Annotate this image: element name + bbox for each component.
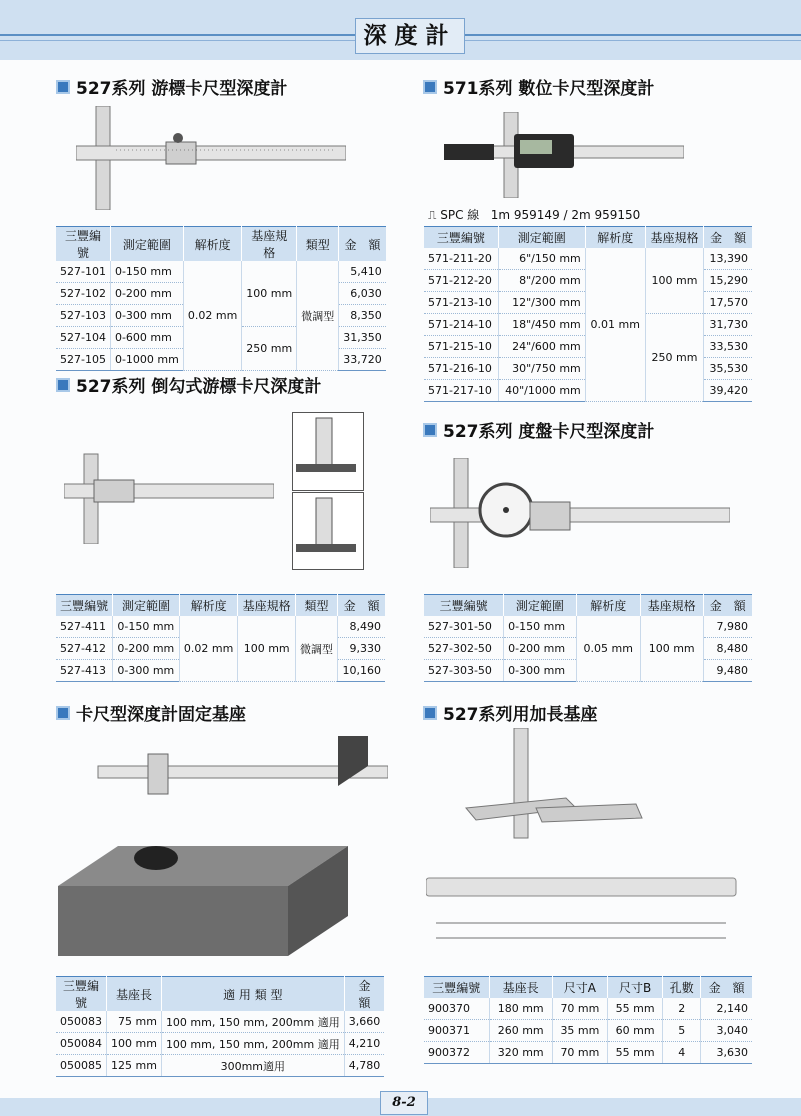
cell-price: 15,290 — [704, 270, 752, 292]
cell-price: 3,660 — [344, 1011, 384, 1033]
cell-applicable: 100 mm, 150 mm, 200mm 適用 — [161, 1011, 344, 1033]
cell-code: 571-214-10 — [424, 314, 498, 336]
cell-code: 527-302-50 — [424, 638, 504, 660]
cell-price: 35,530 — [704, 358, 752, 380]
cell-code: 050085 — [56, 1055, 107, 1077]
cell-resolution: 0.05 mm — [576, 616, 640, 682]
section-title-text: 527系列用加長基座 — [443, 705, 598, 725]
col-header: 測定範圍 — [110, 227, 183, 262]
spc-label: SPC 線 — [440, 208, 480, 222]
col-header: 金 額 — [704, 227, 752, 249]
cell-code: 527-104 — [56, 327, 110, 349]
cell-holes: 4 — [663, 1042, 701, 1064]
table-row — [56, 1033, 384, 1055]
cell-code: 527-301-50 — [424, 616, 504, 638]
col-header: 金 額 — [344, 977, 384, 1012]
table-527-vernier — [56, 226, 386, 371]
col-header: 金 額 — [339, 227, 386, 262]
cell-applicable: 100 mm, 150 mm, 200mm 適用 — [161, 1033, 344, 1055]
section-title-571-digital — [423, 74, 654, 99]
cell-price: 9,480 — [703, 660, 752, 682]
section-title-text: 527系列 倒勾式游標卡尺深度計 — [76, 377, 322, 397]
cell-range: 8"/200 mm — [498, 270, 585, 292]
col-header: 三豐編號 — [424, 977, 489, 999]
cell-code: 571-216-10 — [424, 358, 498, 380]
cell-price: 17,570 — [704, 292, 752, 314]
table-fixed-base — [56, 976, 384, 1077]
section-title-extension-base — [423, 700, 598, 725]
col-header: 類型 — [297, 227, 339, 262]
cell-price: 13,390 — [704, 248, 752, 270]
table-row — [56, 1011, 384, 1033]
spc-codes: 1m 959149 / 2m 959150 — [490, 208, 641, 222]
cell-price: 6,030 — [339, 283, 386, 305]
table-row — [424, 1042, 752, 1064]
cell-price: 2,140 — [701, 998, 752, 1020]
cell-range: 0-200 mm — [113, 638, 179, 660]
cell-dim-b: 55 mm — [608, 1042, 663, 1064]
table-row — [424, 248, 752, 270]
cell-applicable: 300mm適用 — [161, 1055, 344, 1077]
cell-code: 527-103 — [56, 305, 110, 327]
col-header: 三豐編號 — [424, 595, 504, 617]
cell-type: 微調型 — [295, 616, 337, 682]
table-571-digital — [424, 226, 752, 402]
col-header: 測定範圍 — [498, 227, 585, 249]
cell-range: 0-150 mm — [110, 261, 183, 283]
table-row — [424, 998, 752, 1020]
cell-length: 100 mm — [107, 1033, 162, 1055]
section-title-text: 571系列 數位卡尺型深度計 — [443, 79, 655, 99]
bullet-square-icon — [423, 706, 437, 720]
cell-resolution: 0.02 mm — [183, 261, 241, 371]
col-header: 適 用 類 型 — [161, 977, 344, 1012]
cell-code: 900370 — [424, 998, 489, 1020]
cell-price: 7,980 — [703, 616, 752, 638]
cell-code: 527-101 — [56, 261, 110, 283]
cell-price: 5,410 — [339, 261, 386, 283]
col-header: 孔數 — [663, 977, 701, 999]
cell-price: 31,350 — [339, 327, 386, 349]
digital-depth-gauge-image — [444, 112, 684, 198]
cell-range: 0-150 mm — [504, 616, 576, 638]
col-header: 基座長 — [489, 977, 552, 999]
cell-code: 571-213-10 — [424, 292, 498, 314]
cell-price: 33,530 — [704, 336, 752, 358]
section-title-527-vernier — [56, 74, 287, 99]
bullet-square-icon — [423, 80, 437, 94]
cell-range: 0-200 mm — [504, 638, 576, 660]
cell-code: 900371 — [424, 1020, 489, 1042]
cell-resolution: 0.01 mm — [585, 248, 645, 402]
cell-resolution: 0.02 mm — [179, 616, 238, 682]
page-number: 8-2 — [380, 1091, 428, 1115]
cell-length: 180 mm — [489, 998, 552, 1020]
cell-holes: 2 — [663, 998, 701, 1020]
cell-holes: 5 — [663, 1020, 701, 1042]
col-header: 解析度 — [183, 227, 241, 262]
cell-range: 0-300 mm — [110, 305, 183, 327]
cell-range: 0-300 mm — [504, 660, 576, 682]
col-header: 基座規格 — [640, 595, 703, 617]
col-header: 三豐編號 — [56, 977, 107, 1012]
page-title: 深度計 — [355, 18, 465, 54]
cell-price: 10,160 — [338, 660, 385, 682]
cell-code: 571-211-20 — [424, 248, 498, 270]
cell-length: 260 mm — [489, 1020, 552, 1042]
table-row — [56, 1055, 384, 1077]
cell-base: 100 mm — [242, 261, 297, 327]
col-header: 基座規格 — [645, 227, 704, 249]
cell-range: 0-1000 mm — [110, 349, 183, 371]
cell-length: 125 mm — [107, 1055, 162, 1077]
cell-base: 250 mm — [645, 314, 704, 402]
cell-code: 527-303-50 — [424, 660, 504, 682]
vernier-depth-gauge-image — [76, 106, 346, 210]
hook-depth-gauge-image — [64, 444, 274, 544]
col-header: 基座規格 — [242, 227, 297, 262]
col-header: 三豐編號 — [424, 227, 498, 249]
spc-cable-note — [428, 206, 640, 223]
section-title-fixed-base — [56, 700, 246, 725]
cell-range: 30"/750 mm — [498, 358, 585, 380]
cell-range: 40"/1000 mm — [498, 380, 585, 402]
col-header: 金 額 — [703, 595, 752, 617]
cell-code: 527-413 — [56, 660, 113, 682]
dial-depth-gauge-image — [430, 458, 730, 568]
cell-price: 39,420 — [704, 380, 752, 402]
table-527-dial — [424, 594, 752, 682]
col-header: 測定範圍 — [504, 595, 576, 617]
cell-code: 050084 — [56, 1033, 107, 1055]
col-header: 金 額 — [338, 595, 385, 617]
cell-code: 571-215-10 — [424, 336, 498, 358]
col-header: 尺寸B — [608, 977, 663, 999]
col-header: 解析度 — [179, 595, 238, 617]
cell-length: 320 mm — [489, 1042, 552, 1064]
table-row — [424, 1020, 752, 1042]
cell-code: 900372 — [424, 1042, 489, 1064]
cell-length: 75 mm — [107, 1011, 162, 1033]
cell-code: 527-105 — [56, 349, 110, 371]
cell-price: 33,720 — [339, 349, 386, 371]
section-title-527-hook — [56, 372, 321, 397]
col-header: 尺寸A — [552, 977, 607, 999]
cell-range: 6"/150 mm — [498, 248, 585, 270]
cell-type: 微調型 — [297, 261, 339, 371]
col-header: 測定範圍 — [113, 595, 179, 617]
cell-price: 3,630 — [701, 1042, 752, 1064]
table-row — [56, 261, 386, 283]
cell-range: 0-600 mm — [110, 327, 183, 349]
bullet-square-icon — [56, 378, 70, 392]
bullet-square-icon — [56, 80, 70, 94]
cell-base: 100 mm — [640, 616, 703, 682]
table-527-hook — [56, 594, 385, 682]
cable-icon: ⎍ — [428, 208, 437, 222]
cell-price: 3,040 — [701, 1020, 752, 1042]
cell-code: 050083 — [56, 1011, 107, 1033]
fixed-base-image — [58, 736, 388, 966]
cell-price: 4,210 — [344, 1033, 384, 1055]
section-title-text: 527系列 游標卡尺型深度計 — [76, 79, 288, 99]
cell-dim-b: 60 mm — [608, 1020, 663, 1042]
cell-price: 8,480 — [703, 638, 752, 660]
cell-range: 18"/450 mm — [498, 314, 585, 336]
cell-code: 527-412 — [56, 638, 113, 660]
col-header: 金 額 — [701, 977, 752, 999]
cell-price: 8,350 — [339, 305, 386, 327]
cell-price: 31,730 — [704, 314, 752, 336]
col-header: 基座規格 — [238, 595, 295, 617]
cell-code: 571-217-10 — [424, 380, 498, 402]
cell-dim-a: 70 mm — [552, 998, 607, 1020]
bullet-square-icon — [56, 706, 70, 720]
cell-range: 24"/600 mm — [498, 336, 585, 358]
table-row — [56, 616, 385, 638]
col-header: 三豐編號 — [56, 595, 113, 617]
cell-price: 4,780 — [344, 1055, 384, 1077]
cell-range: 0-200 mm — [110, 283, 183, 305]
bullet-square-icon — [423, 423, 437, 437]
cell-price: 8,490 — [338, 616, 385, 638]
cell-price: 9,330 — [338, 638, 385, 660]
cell-dim-a: 35 mm — [552, 1020, 607, 1042]
section-title-527-dial — [423, 417, 654, 442]
cell-base: 100 mm — [645, 248, 704, 314]
col-header: 基座長 — [107, 977, 162, 1012]
cell-base: 250 mm — [242, 327, 297, 371]
cell-code: 571-212-20 — [424, 270, 498, 292]
cell-range: 0-300 mm — [113, 660, 179, 682]
extension-base-image — [426, 728, 746, 964]
cell-range: 12"/300 mm — [498, 292, 585, 314]
cell-base: 100 mm — [238, 616, 295, 682]
col-header: 解析度 — [576, 595, 640, 617]
col-header: 類型 — [295, 595, 337, 617]
cell-code: 527-411 — [56, 616, 113, 638]
section-title-text: 卡尺型深度計固定基座 — [76, 705, 246, 725]
cell-dim-a: 70 mm — [552, 1042, 607, 1064]
table-row — [424, 616, 752, 638]
section-title-text: 527系列 度盤卡尺型深度計 — [443, 422, 655, 442]
table-extension-base — [424, 976, 752, 1064]
col-header: 解析度 — [585, 227, 645, 249]
cell-dim-b: 55 mm — [608, 998, 663, 1020]
page-header — [0, 0, 801, 60]
cell-range: 0-150 mm — [113, 616, 179, 638]
cell-code: 527-102 — [56, 283, 110, 305]
hook-usage-diagram — [292, 412, 364, 570]
col-header: 三豐編號 — [56, 227, 110, 262]
